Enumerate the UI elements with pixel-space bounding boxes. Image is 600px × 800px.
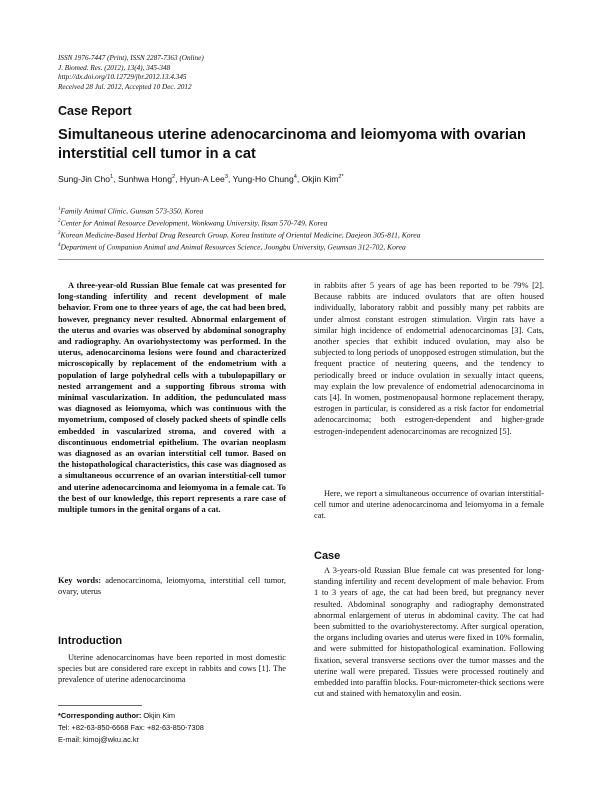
affiliation-number: 1 (58, 207, 61, 212)
introduction-text: Uterine adenocarcinomas have been reported in most domestic species but are considered rare except in rabbits and cows [1]. The prevalence of uterine adenocarcinoma (58, 653, 286, 685)
doi-link[interactable]: http://dx.doi.org/10.12729/jbr.2012.13.4.345 (58, 73, 187, 82)
affiliation-item (58, 229, 420, 241)
author-name: Hyun-A Lee (179, 174, 225, 184)
affiliation-text: Department of Companion Animal and Animal Resources Science, Joongbu University, Geumsan 312-702, Korea (60, 242, 406, 252)
affiliation-number: 3 (58, 230, 61, 236)
case-text: A 3-years-old Russian Blue female cat was presented for long-standing infertility and recent development of male behavior. From 1 to 3 years of age, the cat had been bred, but pregnancy never resulted. Abdominal sonography and radiography demonstrated abnormal enlargement of uterus in abdominal cavity. The cat had been submitted to the ovariohysterectomy. After surgical operation, the organs including ovaries and uterus were fixed in 10% formalin, and were submitted for histopathological examination. Following fixation, several transverse sections over the tumor masses and the uterine wall were prepared. Tissues were processed routinely and embedded into paraffin blocks. Four-micrometer-thick sections were cut and stained with hematoxylin and eosin. (314, 566, 544, 699)
contact-phone: Tel: +82-63-850-6668 Fax: +82-63-850-7308 (58, 722, 204, 732)
author-affiliation-number: 4 (293, 174, 297, 181)
received-date: Received 28 Jul. 2012, Accepted 10 Dec. 2012 (58, 82, 192, 91)
footnote-divider (58, 705, 142, 706)
affiliation-text: Family Animal Clinic, Gunsan 573-350, Korea (60, 206, 204, 216)
affiliation-item (58, 205, 420, 217)
author-affiliation-number: 1 (110, 174, 114, 181)
keywords-label: Key words: (58, 576, 102, 585)
affiliation-number: 4 (58, 242, 61, 248)
corresponding-author-label: *Corresponding author: (58, 711, 142, 720)
header-divider (58, 259, 544, 260)
introduction-continued-text: in rabbits after 5 years of age has been reported to be 79% [2]. Because rabbits are induced ovulators that are often housed individually, laboratory rabbit and possibly many pet rabbits are under almost constant estrogen stimulation. Virgin rats have a similar high incidence of endometrial adenocarcinomas [3]. Cats, another species that exhibit induced ovulation, may also be subjected to long periods of unopposed estrogen stimulation, but the frequent practice of neutering queens, and the tendency to periodically breed or induce ovulation in sexually intact queens, may explain the low prevalence of endometrial adenocarcinoma in cats [4]. In women, postmenopausal hormone replacement therapy, estrogen in particular, is considered as a risk factor for endometrial adenocarcinoma; both estrogen-dependent and higher-grade estrogen-independent adenocarcinomas are recognized [5]. (314, 281, 544, 436)
introduction-heading: Introduction (58, 635, 123, 647)
case-heading: Case (314, 550, 341, 562)
abstract-text: A three-year-old Russian Blue female cat was presented for long-standing infertility and recent development of male behavior. From one to three years of age, the cat had been bred, however, pregnancy never resulted. Abnormal enlargement of the uterus and ovaries was observed by abdominal sonography and radiography. An ovariohystectomy was performed. In the uterus, adenocarcinoma lesions were found and characterized microscopically by replacement of the endometrium with a population of large polyhedral cells with a tubulopapillary or nested arrangement and a supporting fibrous stroma with minimal vascularization. In addition, the pedunculated mass was diagnosed as leiomyoma, which was continuous with the myometrium, composed of closely packed sheets of spindle cells embedded in vascularized stroma, and covered with a discontinuous endometrial epithelium. The ovarian neoplasm was diagnosed as an ovarian interstitial cell tumor. Based on the histopathological characteristics, this case was diagnosed as a simultaneous occurrence of an ovarian interstitial-cell tumor and uterine adenocarcinoma and leiomyoma in a female cat. To the best of our knowledge, this report represents a rare case of multiple tumors in the genital organs of a cat. (58, 281, 286, 515)
keywords (58, 575, 286, 597)
affiliation-item (58, 217, 420, 229)
author-name: Sung-Jin Cho (58, 174, 111, 184)
affiliation-item (58, 241, 420, 253)
article-title: Simultaneous uterine adenocarcinoma and leiomyoma with ovarian interstitial cell tumor in a cat (58, 127, 526, 162)
corresponding-author-line (58, 710, 288, 722)
journal-header (58, 54, 204, 92)
author-affiliation-number: 2* (338, 174, 344, 181)
affiliation-list (58, 205, 420, 253)
author-name: Yung-Ho Chung (232, 174, 294, 184)
corresponding-author-name: Okjin Kim (143, 711, 176, 720)
author-list: Sung-Jin Cho$^1$, Sunhwa Hong$^2$, Hyun-A Lee$^3$, Yung-Ho Chung$^4$, Okjin Kim$^{2*}$ (58, 174, 344, 184)
author-affiliation-number: 3 (224, 174, 228, 181)
introduction-summary-text: Here, we report a simultaneous occurrence of ovarian interstitial-cell tumor and uterine adenocarcinoma and leiomyoma in a female cat. (314, 489, 544, 521)
issn-line: ISSN 1976-7447 (Print), ISSN 2287-7363 (Online) (58, 54, 204, 62)
author-name: Sunhwa Hong (117, 174, 172, 184)
corresponding-author-block (58, 710, 288, 745)
article-type: Case Report (58, 104, 132, 118)
affiliation-text: Korean Medicine-Based Herbal Drug Research Group, Korea Institute of Oriental Medicine, Daejeon 305-811, Korea (60, 230, 421, 240)
author-name: Okjin Kim (301, 174, 339, 184)
author-affiliation-number: 2 (171, 174, 176, 181)
affiliation-number: 2 (58, 218, 61, 224)
journal-citation: J. Biomed. Res. (2012), 13(4), 345-348 (58, 63, 171, 72)
contact-email[interactable]: E-mail: kimoj@wku.ac.kr (58, 734, 140, 744)
affiliation-text: Center for Animal Resource Development, Wonkwang University, Iksan 570-749, Korea (60, 218, 328, 228)
keywords-text: adenocarcinoma, leiomyoma, interstitial cell tumor, ovary, uterus (58, 576, 286, 597)
